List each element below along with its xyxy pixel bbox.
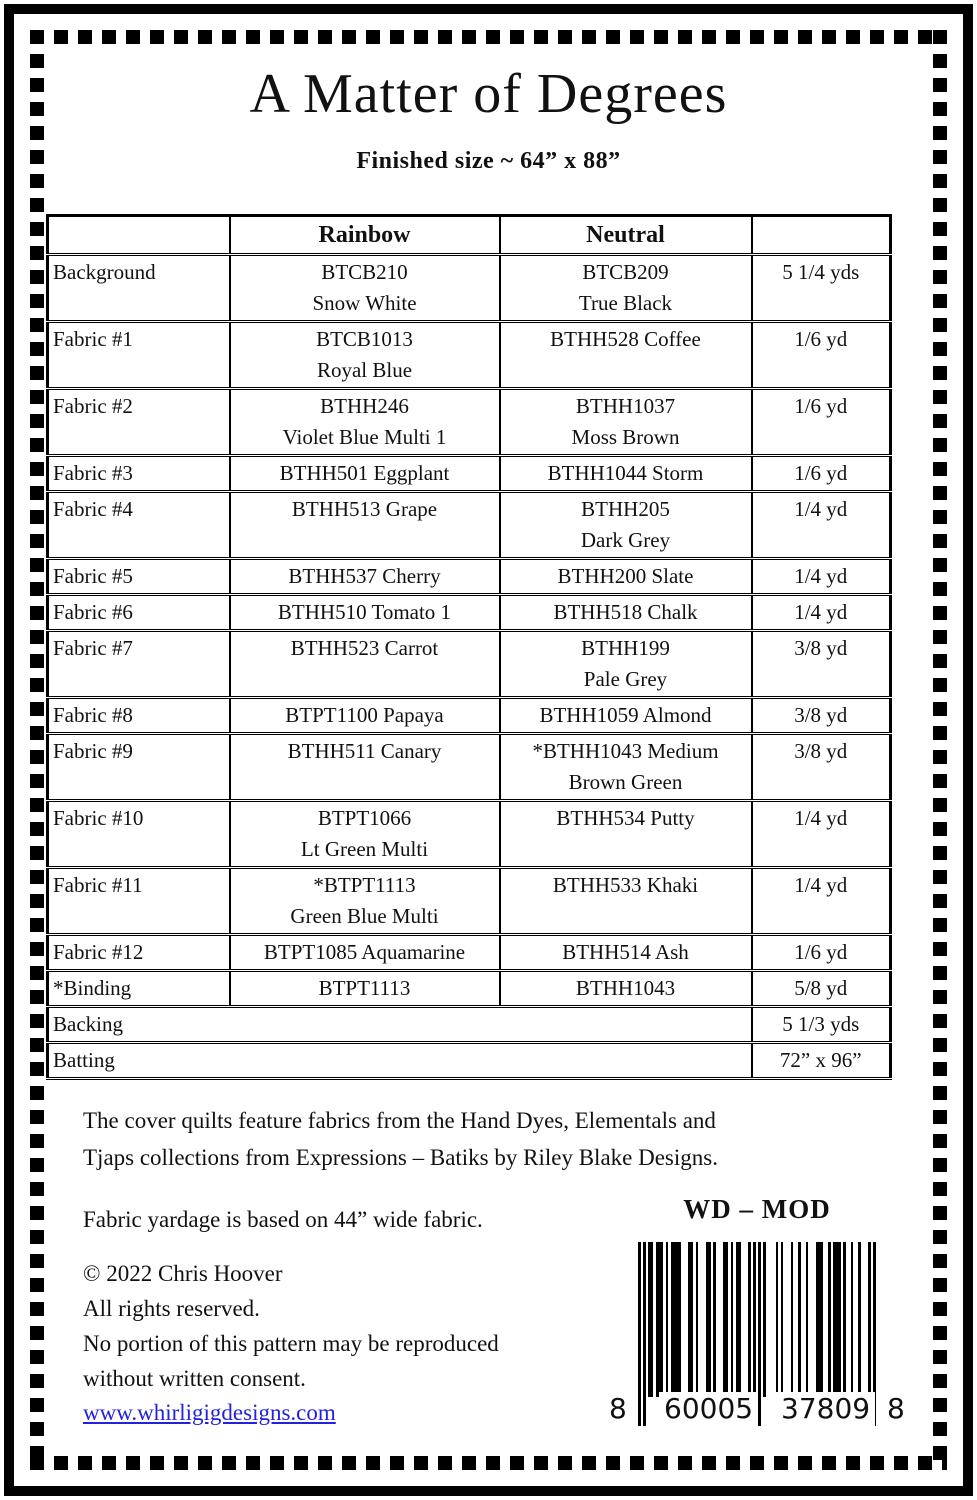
table-row: [48, 631, 891, 698]
fabric-code-line: True Black: [578, 291, 673, 315]
row-label: Background: [48, 255, 230, 322]
pattern-sku: WD – MOD: [683, 1194, 831, 1224]
row-label: Fabric #12: [48, 935, 230, 971]
fabric-code-line: Pale Grey: [583, 667, 668, 691]
row-label: Fabric #8: [48, 698, 230, 734]
fabric-code-line: BTCB1013: [316, 327, 413, 351]
rainbow-cell: [230, 971, 500, 1007]
note-line: Tjaps collections from Expressions – Batiks by Riley Blake Designs.: [83, 1145, 718, 1170]
fabric-code-line: BTCB209: [582, 260, 669, 284]
fabric-code-line: Moss Brown: [571, 425, 680, 449]
fabric-code-line: BTHH199: [581, 636, 670, 660]
yardage-cell: 3/8 yd: [752, 631, 891, 698]
rainbow-cell: [230, 595, 500, 631]
fabric-code-line: Violet Blue Multi 1: [282, 425, 447, 449]
rainbow-cell: [230, 734, 500, 801]
fabric-code-line: *BTPT1113: [313, 873, 416, 897]
row-label: Fabric #9: [48, 734, 230, 801]
fabric-code-line: Dark Grey: [580, 528, 671, 552]
neutral-cell: [500, 322, 752, 389]
fabric-code-line: BTHH534 Putty: [556, 806, 695, 830]
table-row: [48, 255, 891, 322]
column-header: Rainbow: [230, 216, 500, 255]
row-label: Fabric #3: [48, 456, 230, 492]
page-border-dashed-bottom: [30, 1456, 947, 1470]
yardage-cell: 3/8 yd: [752, 734, 891, 801]
neutral-cell: [500, 595, 752, 631]
yardage-cell: 1/4 yd: [752, 868, 891, 935]
table-header-row: [48, 216, 891, 255]
fabric-code-line: BTHH511 Canary: [287, 739, 442, 763]
rainbow-cell: [230, 801, 500, 868]
note-line: The cover quilts feature fabrics from the Hand Dyes, Elementals and: [83, 1108, 716, 1133]
neutral-cell: [500, 935, 752, 971]
neutral-cell: [500, 492, 752, 559]
table-row: [48, 456, 891, 492]
fabric-code-line: BTHH501 Eggplant: [279, 461, 450, 485]
table-row: [48, 559, 891, 595]
table-row: [48, 322, 891, 389]
fabric-code-line: BTHH1043: [575, 976, 676, 1000]
finished-size-subtitle: Finished size ~ 64” x 88”: [356, 148, 621, 174]
row-label: Batting: [48, 1043, 752, 1079]
fabric-code-line: BTHH510 Tomato 1: [277, 600, 452, 624]
neutral-cell: [500, 801, 752, 868]
fabric-code-line: BTHH246: [320, 394, 409, 418]
barcode-digit-group: 8: [604, 1392, 632, 1426]
table-row: [48, 698, 891, 734]
row-label: Fabric #10: [48, 801, 230, 868]
copyright-block: [83, 1256, 499, 1396]
column-header: Neutral: [500, 216, 752, 255]
fabric-code-line: BTPT1066: [317, 806, 412, 830]
fabric-code-line: Royal Blue: [316, 358, 413, 382]
fabric-code-line: BTHH1059 Almond: [539, 703, 712, 727]
column-header: [48, 216, 230, 255]
fabric-code-line: Snow White: [312, 291, 417, 315]
rainbow-cell: [230, 255, 500, 322]
yardage-cell: 1/4 yd: [752, 595, 891, 631]
fabric-requirements-table: [46, 214, 892, 1080]
barcode-digit-group: 37809: [776, 1392, 875, 1426]
collection-note: [83, 1102, 718, 1176]
fabric-code-line: BTHH1044 Storm: [547, 461, 704, 485]
row-label: Fabric #4: [48, 492, 230, 559]
row-label: Fabric #11: [48, 868, 230, 935]
rainbow-cell: [230, 456, 500, 492]
table-row: [48, 868, 891, 935]
column-header: [752, 216, 891, 255]
fabric-code-line: BTHH200 Slate: [557, 564, 694, 588]
neutral-cell: [500, 456, 752, 492]
yardage-cell: 72” x 96”: [752, 1043, 891, 1079]
neutral-cell: [500, 734, 752, 801]
row-label: Fabric #2: [48, 389, 230, 456]
rainbow-cell: [230, 559, 500, 595]
yardage-cell: 3/8 yd: [752, 698, 891, 734]
rainbow-cell: [230, 935, 500, 971]
page-border-dashed-right: [933, 30, 947, 1470]
row-label: *Binding: [48, 971, 230, 1007]
table-row: [48, 734, 891, 801]
yardage-cell: 1/4 yd: [752, 492, 891, 559]
fabric-code-line: BTHH518 Chalk: [553, 600, 698, 624]
table-row: [48, 1007, 891, 1043]
yardage-cell: 1/4 yd: [752, 801, 891, 868]
yardage-cell: 5 1/4 yds: [752, 255, 891, 322]
row-label: Fabric #7: [48, 631, 230, 698]
yardage-cell: 1/6 yd: [752, 389, 891, 456]
page-border-dashed-top: [30, 30, 947, 44]
barcode-digit-group: 60005: [659, 1392, 758, 1426]
neutral-cell: [500, 698, 752, 734]
yardage-note: Fabric yardage is based on 44” wide fabric.: [83, 1207, 483, 1232]
row-label: Backing: [48, 1007, 752, 1043]
rainbow-cell: [230, 698, 500, 734]
yardage-cell: 1/6 yd: [752, 322, 891, 389]
fabric-code-line: BTHH1037: [575, 394, 676, 418]
website-link[interactable]: www.whirligigdesigns.com: [83, 1400, 336, 1425]
row-label: Fabric #6: [48, 595, 230, 631]
fabric-code-line: BTHH533 Khaki: [552, 873, 699, 897]
copyright-line: © 2022 Chris Hoover: [83, 1261, 283, 1286]
rainbow-cell: [230, 492, 500, 559]
rainbow-cell: [230, 322, 500, 389]
yardage-cell: 1/4 yd: [752, 559, 891, 595]
fabric-code-line: BTHH523 Carrot: [290, 636, 439, 660]
neutral-cell: [500, 389, 752, 456]
table-row: [48, 1043, 891, 1079]
neutral-cell: [500, 971, 752, 1007]
rainbow-cell: [230, 389, 500, 456]
yardage-cell: 5 1/3 yds: [752, 1007, 891, 1043]
page-title: A Matter of Degrees: [249, 63, 728, 125]
yardage-cell: 1/6 yd: [752, 456, 891, 492]
row-label: Fabric #5: [48, 559, 230, 595]
fabric-code-line: *BTHH1043 Medium: [532, 739, 719, 763]
fabric-code-line: BTPT1113: [318, 976, 411, 1000]
fabric-code-line: BTHH528 Coffee: [550, 327, 701, 351]
fabric-code-line: BTHH537 Cherry: [288, 564, 441, 588]
fabric-code-line: BTCB210: [321, 260, 408, 284]
page-border-dashed-left: [30, 30, 44, 1470]
fabric-code-line: Brown Green: [568, 770, 683, 794]
fabric-code-line: BTPT1100 Papaya: [285, 703, 444, 727]
neutral-cell: [500, 255, 752, 322]
neutral-cell: [500, 868, 752, 935]
fabric-code-line: BTPT1085 Aquamarine: [263, 940, 466, 964]
fabric-code-line: Lt Green Multi: [300, 837, 429, 861]
fabric-code-line: BTHH514 Ash: [562, 940, 689, 964]
table-row: [48, 492, 891, 559]
copyright-line: No portion of this pattern may be reproduced: [83, 1331, 499, 1356]
yardage-cell: 1/6 yd: [752, 935, 891, 971]
table-row: [48, 801, 891, 868]
barcode-digit-group: 8: [882, 1392, 910, 1426]
table-row: [48, 935, 891, 971]
table-row: [48, 595, 891, 631]
fabric-code-line: Green Blue Multi: [290, 904, 439, 928]
rainbow-cell: [230, 868, 500, 935]
copyright-line: All rights reserved.: [83, 1296, 260, 1321]
fabric-code-line: BTHH205: [581, 497, 670, 521]
neutral-cell: [500, 631, 752, 698]
row-label: Fabric #1: [48, 322, 230, 389]
upc-barcode: [598, 1242, 908, 1432]
fabric-code-line: BTHH513 Grape: [291, 497, 438, 521]
rainbow-cell: [230, 631, 500, 698]
copyright-line: without written consent.: [83, 1366, 306, 1391]
table-row: [48, 389, 891, 456]
table-row: [48, 971, 891, 1007]
yardage-cell: 5/8 yd: [752, 971, 891, 1007]
neutral-cell: [500, 559, 752, 595]
